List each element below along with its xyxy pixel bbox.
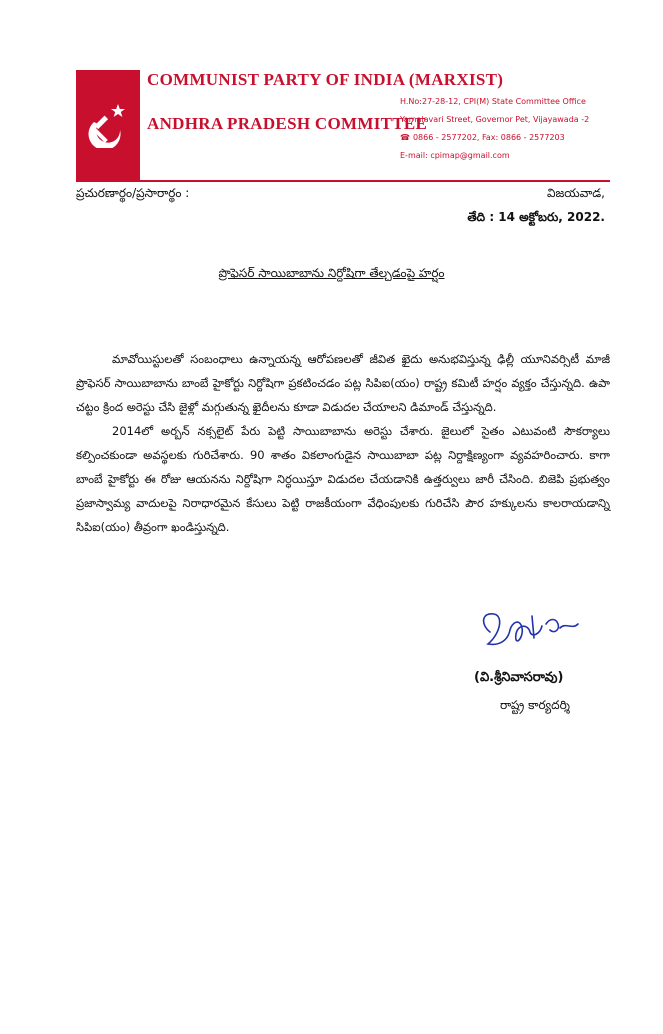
paragraph-2: 2014లో అర్బన్ నక్సలైట్ పేరు పెట్టి సాయిబాబాను అరెస్టు చేశారు. జైలులో సైతం ఎటువంటి సౌకర్యాలు కల్పించకుండా అవస్థలకు గురిచేశారు. 90 శాతం వికలాంగుడైన సాయిబాబా పట్ల నిర్దాక్షిణ్యంగా వ్యవహరించారు. కాగా బాంబే హైకోర్టు ఈ రోజు ఆయనను నిర్దోషిగా నిర్ధయిస్తూ విడుదల చేయడానికి ఉత్తర్వులు జారీ చేసింది. బిజెపి ప్రభుత్వం ప్రజాస్వామ్య వాదులపై నిరాధారమైన కేసులు పెట్టి రాజకీయంగా వేధింపులకు గురిచేసి పౌర హక్కులను కాలరాయడాన్ని సిపిఐ(యం) తీవ్రంగా ఖండిస్తున్నది. <box>76 424 610 534</box>
subject-heading: ప్రొఫెసర్ సాయిబాబాను నిర్దోషిగా తేల్చడంపై హర్షం <box>218 266 445 280</box>
phone-line: ☎ 0866 - 2577202, Fax: 0866 - 2577203 <box>400 133 565 142</box>
date: తేది : 14 అక్టోబరు, 2022. <box>467 210 605 224</box>
party-name: COMMUNIST PARTY OF INDIA (MARXIST) <box>147 70 504 89</box>
party-emblem <box>76 70 140 180</box>
place: విజయవాడ, <box>546 186 605 200</box>
contact-block <box>400 98 589 170</box>
handwritten-signature <box>470 604 590 668</box>
committee-name: ANDHRA PRADESH COMMITTEE <box>147 114 428 133</box>
phone-icon: ☎ <box>400 133 410 142</box>
signatory-name: (వి.శ్రీనివాసరావు) <box>474 670 564 685</box>
paragraph-1: మావోయిస్టులతో సంబంధాలు ఉన్నాయన్న ఆరోపణలతో జీవిత ఖైదు అనుభవిస్తున్న ఢిల్లీ యూనివర్సిటీ మాజీ ప్రొఫెసర్ సాయిబాబాను బాంబే హైకోర్టు నిర్దోషిగా ప్రకటించడం పట్ల సిపిఐ(యం) రాష్ట్ర కమిటీ హర్షం వ్యక్తం చేస్తున్నది. ఉపా చట్టం క్రింద అరెస్టు చేసి జైళ్లో మగ్గుతున్న ఖైదీలను కూడా విడుదల చేయాలని డిమాండ్ చేస్తున్నది. <box>76 352 610 414</box>
address-line-1: H.No:27-28-12, CPI(M) State Committee Office <box>400 97 586 106</box>
hammer-sickle-star-icon <box>84 100 132 148</box>
body-text <box>76 347 610 539</box>
release-label: ప్రచురణార్థం/ప్రసారార్థం : <box>76 186 190 200</box>
address-line-2: Yamalavari Street, Governor Pet, Vijayawada -2 <box>400 115 590 124</box>
letterhead-divider <box>76 180 610 182</box>
signatory-title: రాష్ట్ర కార్యదర్శి <box>500 698 570 712</box>
email-line: E-mail: cpimap@gmail.com <box>400 151 510 160</box>
